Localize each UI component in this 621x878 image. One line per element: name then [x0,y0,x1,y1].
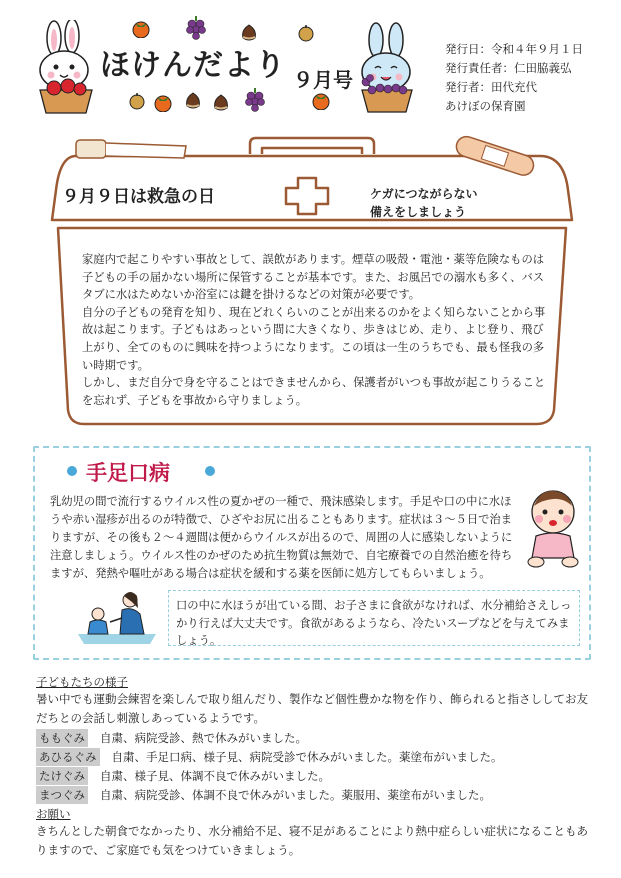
issue-info [445,40,583,116]
pear-icon [128,92,146,110]
class-row [36,786,491,804]
kit-subheading-line: ケガにつながらない [370,187,478,201]
persimmon-icon [310,90,332,110]
request-body: きちんとした朝食でなかったり、水分補給不足、寝不足があることにより熱中症らしい症状になることもありますので、ご家庭でも気をつけていきましょう。 [36,824,588,857]
issue-date: 発行日：令和４年９月１日 [445,42,583,56]
issue-publisher: 発行者：田代充代 [445,80,537,94]
persimmon-icon [152,92,174,112]
class-name: ももぐみ [36,729,88,747]
mother-feeding-child-icon [76,588,160,648]
class-status: 自粛、病院受診、体調不良で休みがいました。薬服用、薬塗布がいました。 [100,788,491,802]
chestnut-icon [184,92,202,110]
kit-body-text [82,251,552,409]
hfm-body-text: 乳幼児の間で流行するウイルス性の夏かぜの一種で、飛沫感染します。手足や口の中に水ほうや赤い湿疹が出るのが特徴で、ひざやお尻に出ることもあります。症状は３～５日で治まりますが、その後も２～４週間は便からウイルスが出るので、周囲の人に感染しないように注意しましょう。ウイルス性のかぜのため抗生物質は無効で、自宅療養での自然治癒を待ちますが、発熱や嘔吐がある場合は症状を緩和する薬を医師に処方してもらいましょう。 [50,495,513,580]
kit-heading: ９月９日は救急の日 [62,187,215,207]
newsletter-title: ほけんだより [100,48,286,83]
class-status: 自粛、手足口病、様子見、病院受診で休みがいました。薬塗布がいました。 [111,750,503,764]
kids-intro: 暑い中でも運動会練習を楽しんで取り組んだり、製作など個性豊かな物を作り、飾られると指さししてお友だちとの会話し刺激しあっているようです。 [36,692,588,725]
class-row [36,748,503,766]
class-status: 自粛、様子見、体調不良で休みがいました。 [100,769,330,783]
class-row [36,767,330,785]
chestnut-icon [240,24,258,42]
kit-subheading [370,185,530,221]
issue-month: ９月号 [293,68,353,92]
grape-icon [244,88,266,112]
class-name: あひるぐみ [36,748,100,766]
pear-icon [297,24,315,42]
class-row [36,729,307,747]
bullet-dot-icon [204,465,216,477]
crying-baby-icon [520,486,586,570]
kit-paragraph: しかし、まだ自分で身を守ることはできませんから、保護者がいつも事故が起こりうることを忘れず、子どもを事故から守りましょう。 [82,376,546,407]
nursery-name: あけぼの保育園 [445,99,526,113]
kids-heading: 子どもたちの様子 [36,675,128,689]
persimmon-icon [130,18,152,38]
bunny-with-grapes-icon [352,22,424,114]
advice-bubble-text: 口の中に水ほうが出ている間、お子さまに食欲がなければ、水分補給さえしっかり行えば大丈夫です。食欲があるようなら、冷たいスープなどを与えてみましょう。 [176,599,572,647]
kit-subheading-line: 備えをしましょう [370,205,467,219]
grape-icon [185,16,207,40]
hfm-title: 手足口病 [86,460,170,485]
kit-paragraph: 自分の子どもの発育を知り、現在どれくらいのことが出来るのかをよく知らないことから事故は起こります。子どもはあっという間に大きくなり、歩きはじめ、走り、よじ登り、飛び上がり、全てのものに興味を持つようになります。この頃は一生のうちでも、最も怪我の多い時期です。 [82,305,546,372]
class-name: まつぐみ [36,786,88,804]
class-name: たけぐみ [36,767,88,785]
request-heading: お願い [36,807,71,821]
bunny-with-apples-icon [32,20,104,115]
chestnut-icon [212,94,230,112]
bullet-dot-icon [66,465,78,477]
class-status: 自粛、病院受診、熱で休みがいました。 [100,731,307,745]
issue-responsible: 発行責任者：仁田脇義弘 [445,61,572,75]
kit-paragraph: 家庭内で起こりやすい事故として、誤飲があります。煙草の吸殻・電池・薬等危険なものは子どもの手の届かない場所に保管することが基本です。また、お風呂での溺水も多く、バスタブに水はためないか浴室には鍵を掛けるなどの対策が必要です。 [82,253,545,302]
